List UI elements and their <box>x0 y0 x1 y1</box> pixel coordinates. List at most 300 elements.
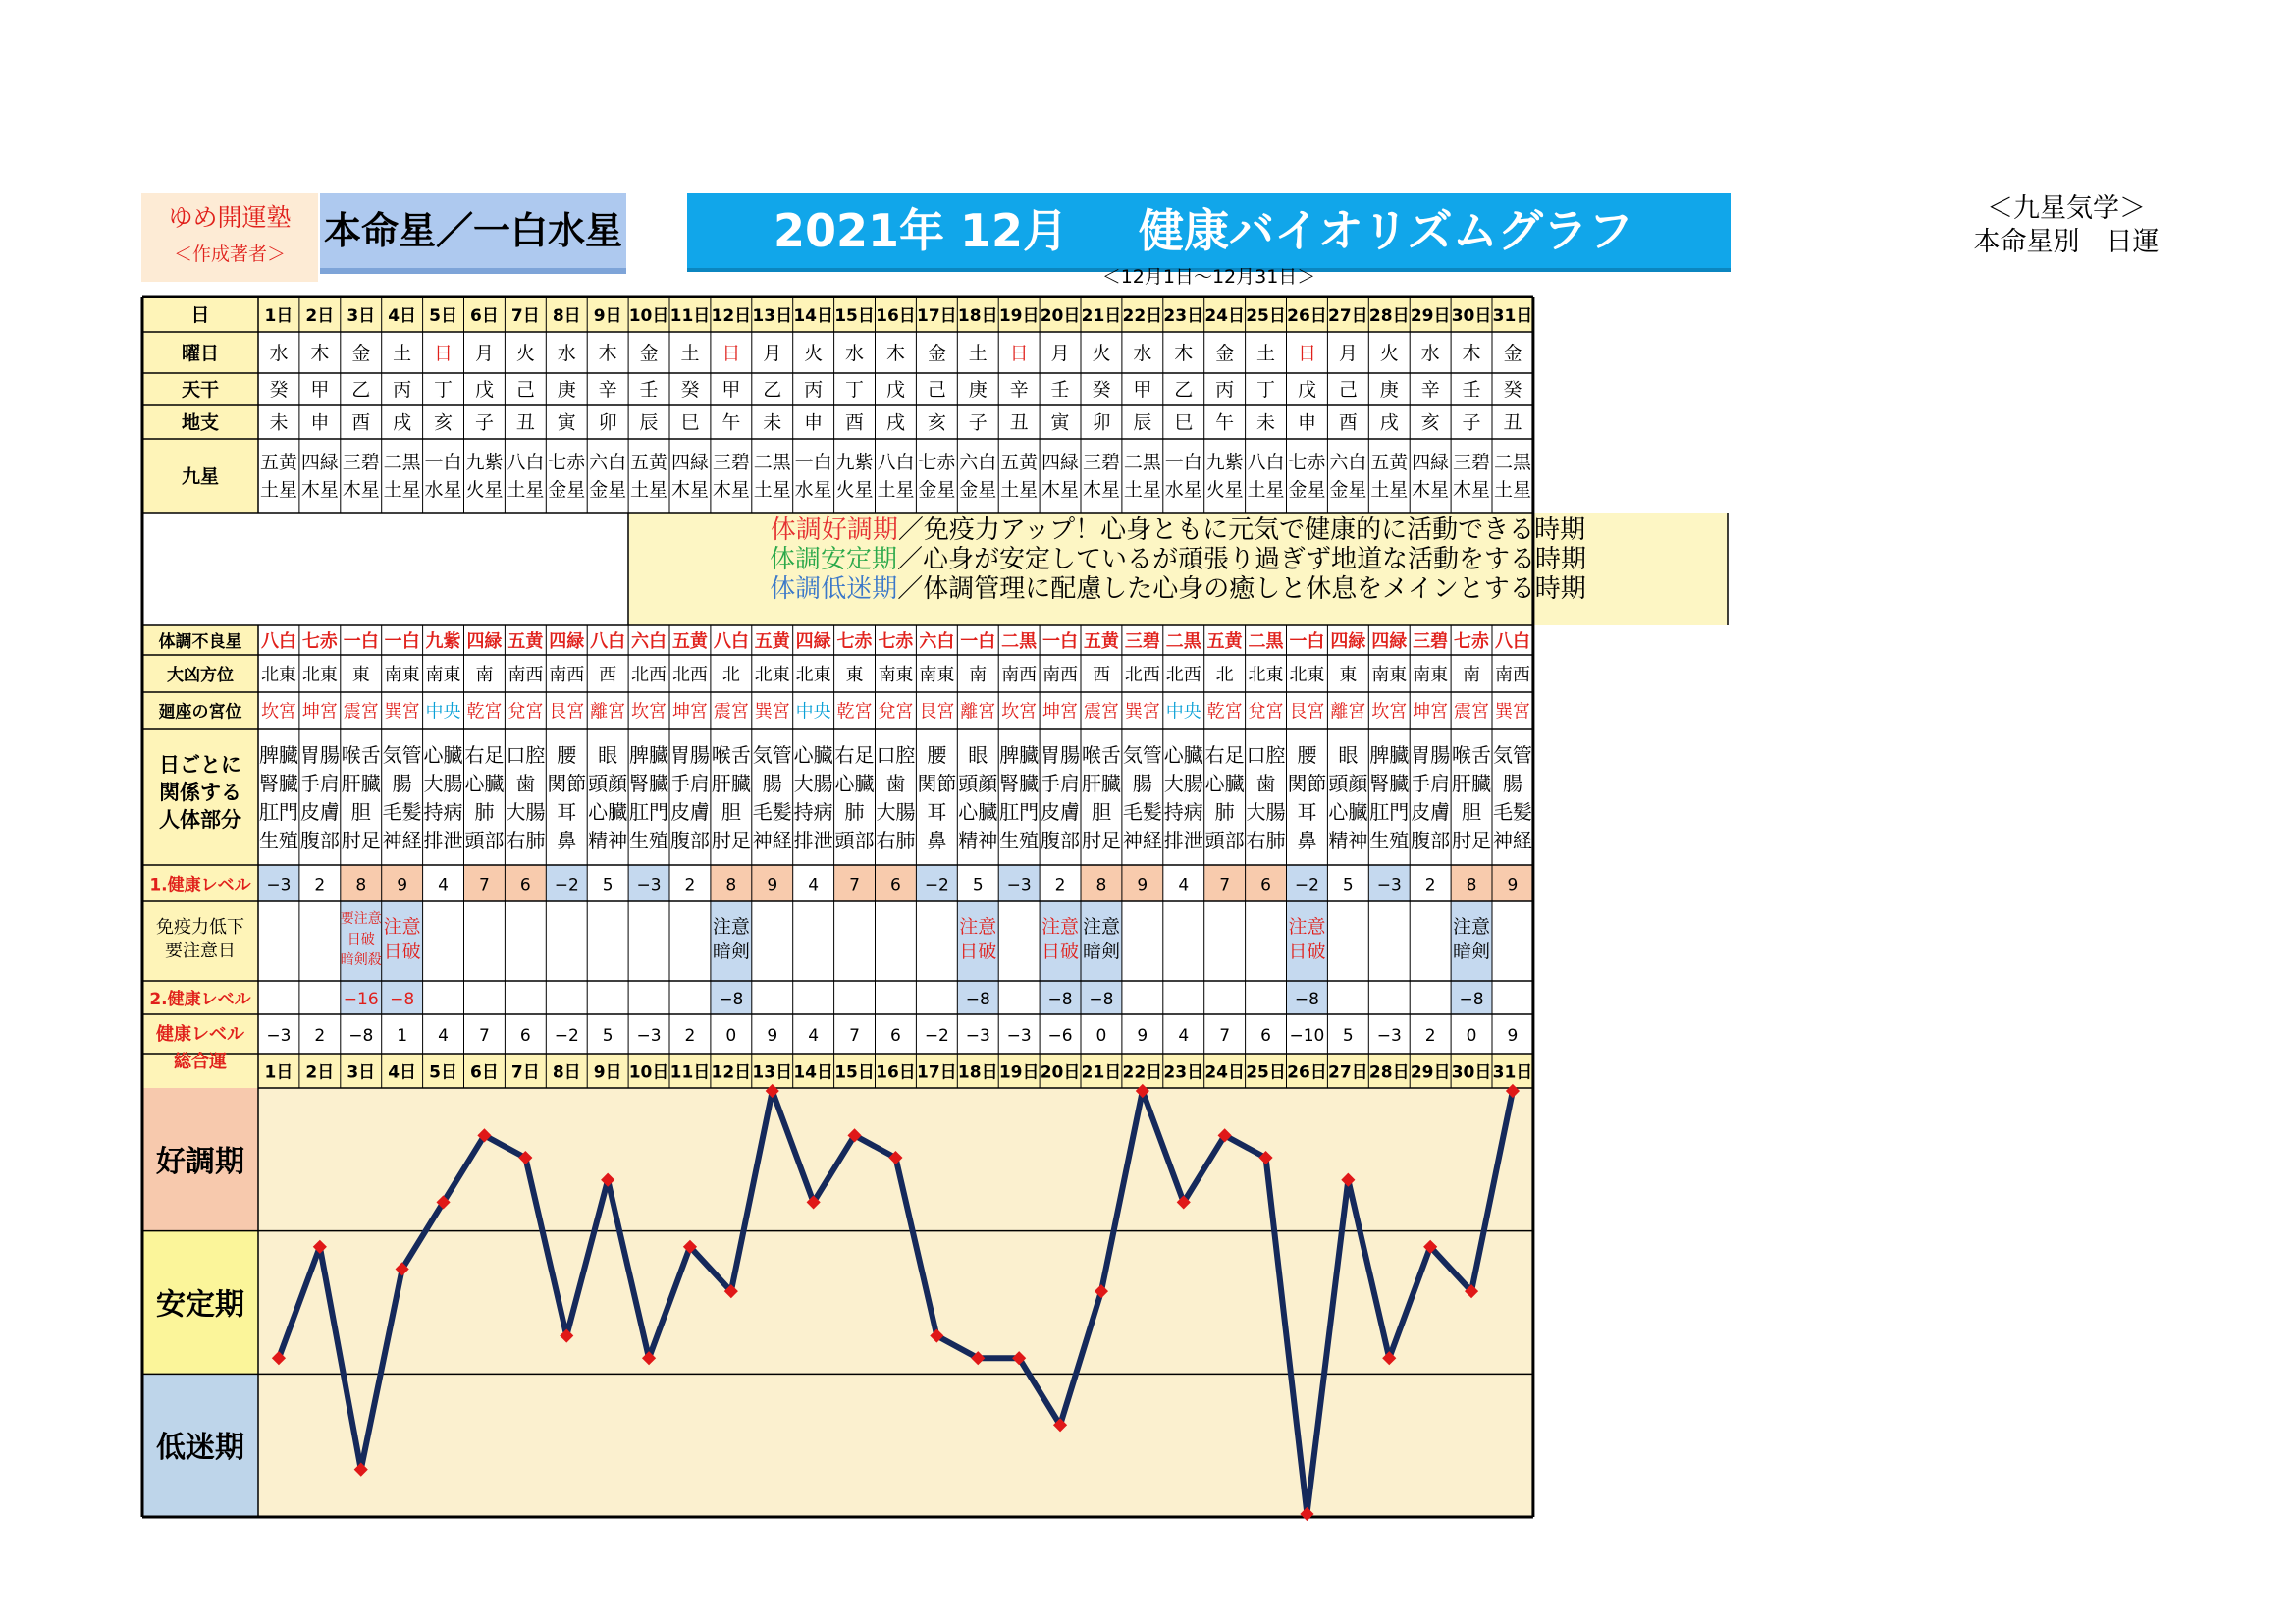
day-row2-cell: 22日 <box>1122 1062 1163 1083</box>
level1-cell: 2 <box>314 875 326 895</box>
kaiza-cell: 離宮 <box>1330 701 1366 723</box>
total-cell: 4 <box>808 1026 820 1046</box>
immune-cell: 要注意 <box>340 911 382 927</box>
total-cell: 7 <box>479 1026 490 1046</box>
label-body: 人体部分 <box>159 808 241 832</box>
body-cell: 腎臓 <box>1369 772 1410 795</box>
day-row2-cell: 25日 <box>1246 1062 1286 1083</box>
day-cell: 16日 <box>876 306 916 326</box>
day-cell: 4日 <box>388 306 417 326</box>
body-cell: 眼 <box>968 743 988 767</box>
daikyo-cell: 北東 <box>301 665 338 685</box>
chishi-cell: 申 <box>310 411 330 434</box>
body-cell: 腎臓 <box>999 772 1040 795</box>
tenkan-cell: 己 <box>1338 379 1358 401</box>
body-cell: 胆 <box>1091 800 1111 824</box>
day-row2-cell: 2日 <box>305 1062 335 1083</box>
total-cell: 0 <box>1466 1026 1477 1046</box>
chishi-cell: 子 <box>968 411 988 434</box>
day-cell: 15日 <box>834 306 875 326</box>
weekday-cell: 金 <box>927 343 946 364</box>
total-cell: 6 <box>890 1026 901 1046</box>
kyusei-cell: 木星 <box>1412 479 1450 501</box>
body-cell: 排泄 <box>793 829 833 852</box>
kyusei-cell: 木星 <box>300 479 339 501</box>
body-cell: 腎臓 <box>258 772 298 795</box>
label-total: 総合運 <box>174 1052 227 1072</box>
day-row2-cell: 15日 <box>834 1062 875 1083</box>
body-cell: 気管 <box>1492 743 1532 767</box>
daikyo-cell: 南西 <box>1494 665 1530 685</box>
chishi-cell: 子 <box>1462 411 1481 434</box>
tenkan-cell: 戊 <box>885 379 905 401</box>
day-row2-cell: 10日 <box>628 1062 669 1083</box>
kaiza-cell: 坎宮 <box>1001 701 1038 723</box>
level1-cell: −2 <box>554 875 579 895</box>
daikyo-cell: 南 <box>475 665 494 685</box>
tenkan-cell: 丁 <box>1256 379 1276 401</box>
furyo-cell: 四緑 <box>549 631 585 652</box>
day-cell: 27日 <box>1328 306 1368 326</box>
label-immune: 要注意日 <box>165 941 236 961</box>
immune-cell: 日破 <box>347 932 375 947</box>
day-cell: 20日 <box>1040 306 1081 326</box>
legend-good <box>628 515 1728 545</box>
body-cell: 腹部 <box>1041 829 1081 852</box>
weekday-cell: 日 <box>434 343 454 364</box>
kyusei-cell: 七赤 <box>548 452 586 473</box>
weekday-cell: 火 <box>515 343 535 364</box>
legend-low-text: ／体調管理に配慮した心身の癒しと休息をメインとする時期 <box>897 574 1586 604</box>
body-cell: 大腸 <box>876 800 916 824</box>
body-cell: 心臓 <box>1204 772 1245 795</box>
label-level2: 2.健康レベル <box>149 990 251 1009</box>
weekday-cell: 水 <box>1420 343 1440 364</box>
day-cell: 28日 <box>1368 306 1410 326</box>
kaiza-cell: 坤宮 <box>301 701 338 723</box>
body-cell: 肝臓 <box>711 772 751 795</box>
body-cell: 心臓 <box>464 772 505 795</box>
label-day: 日 <box>190 304 210 326</box>
body-cell: 関節 <box>1287 772 1327 795</box>
kyusei-cell: 木星 <box>1041 479 1080 501</box>
chishi-cell: 辰 <box>639 411 659 434</box>
furyo-cell: 一白 <box>384 631 420 652</box>
tenkan-cell: 甲 <box>721 379 741 401</box>
immune-cell: 注意 <box>1453 916 1491 938</box>
body-cell: 心臓 <box>793 743 833 767</box>
body-cell: 右肺 <box>1246 829 1286 852</box>
day-row2-cell: 28日 <box>1368 1062 1410 1083</box>
immune-cell: 日破 <box>959 941 997 962</box>
immune-cell: 注意 <box>959 916 997 938</box>
weekday-cell: 日 <box>721 343 741 364</box>
level2-cell: −8 <box>1047 990 1073 1009</box>
body-cell: 胆 <box>350 800 371 824</box>
kaiza-cell: 乾宮 <box>466 701 503 723</box>
level1-cell: 7 <box>1219 875 1231 895</box>
day-cell: 22日 <box>1122 306 1163 326</box>
school-line1: ＜九星気学＞ <box>1987 193 2146 224</box>
furyo-cell: 一白 <box>1042 631 1079 652</box>
level1-cell: −3 <box>636 875 662 895</box>
label-immune: 免疫力低下 <box>156 917 244 938</box>
body-cell: 生殖 <box>999 829 1040 852</box>
tenkan-cell: 庚 <box>557 379 576 401</box>
kyusei-cell: 五黄 <box>1370 452 1409 473</box>
chishi-cell: 未 <box>1256 411 1276 434</box>
kyusei-cell: 木星 <box>342 479 380 501</box>
label-kyusei: 九星 <box>181 465 220 488</box>
day-row2-cell: 18日 <box>957 1062 998 1083</box>
total-cell: 6 <box>519 1026 531 1046</box>
weekday-cell: 金 <box>1215 343 1235 364</box>
body-cell: 頭部 <box>834 829 875 852</box>
kyusei-cell: 九紫 <box>1205 452 1244 473</box>
kyusei-cell: 五黄 <box>259 452 297 473</box>
chishi-cell: 戌 <box>1379 411 1399 434</box>
body-cell: 精神 <box>1328 829 1368 852</box>
tenkan-cell: 癸 <box>1092 379 1111 401</box>
body-cell: 腹部 <box>669 829 710 852</box>
kaiza-cell: 震宮 <box>713 701 749 723</box>
day-row2-cell: 14日 <box>793 1062 833 1083</box>
body-cell: 肘足 <box>1452 829 1492 852</box>
total-cell: 9 <box>1137 1026 1148 1046</box>
kyusei-cell: 土星 <box>259 479 297 501</box>
body-cell: 腸 <box>1132 772 1152 795</box>
daikyo-cell: 北東 <box>754 665 790 685</box>
kyusei-cell: 二黒 <box>753 452 791 473</box>
level1-cell: 5 <box>602 875 614 895</box>
kaiza-cell: 中央 <box>1165 701 1201 723</box>
body-cell: 右足 <box>834 743 875 767</box>
level1-cell: 6 <box>890 875 901 895</box>
kyusei-cell: 八白 <box>507 452 545 473</box>
weekday-cell: 土 <box>1256 343 1276 364</box>
daikyo-cell: 東 <box>351 665 370 685</box>
daikyo-cell: 北西 <box>1165 665 1201 685</box>
body-cell: 心臓 <box>1163 743 1203 767</box>
school-line2: 本命星別 日運 <box>1973 227 2160 257</box>
immune-cell: 注意 <box>712 916 750 938</box>
chishi-cell: 戌 <box>393 411 412 434</box>
brand-name: ゆめ開運塾 <box>168 203 292 232</box>
total-cell: 4 <box>438 1026 449 1046</box>
weekday-cell: 月 <box>1338 343 1358 364</box>
day-cell: 9日 <box>593 306 622 326</box>
body-cell: 喉舌 <box>341 743 381 767</box>
kaiza-cell: 坤宮 <box>1413 701 1449 723</box>
tenkan-cell: 戊 <box>1297 379 1316 401</box>
body-cell: 胃腸 <box>1041 743 1081 767</box>
immune-cell: 注意 <box>1288 916 1326 938</box>
body-cell: 心臓 <box>834 772 875 795</box>
label-weekday: 曜日 <box>181 343 220 364</box>
body-cell: 歯 <box>885 772 906 795</box>
body-cell: 腹部 <box>1411 829 1451 852</box>
daikyo-cell: 北 <box>721 665 740 685</box>
chishi-cell: 亥 <box>927 411 946 434</box>
tenkan-cell: 辛 <box>598 379 617 401</box>
chishi-cell: 午 <box>1215 411 1235 434</box>
day-cell: 29日 <box>1410 306 1451 326</box>
tenkan-cell: 己 <box>515 379 535 401</box>
day-cell: 31日 <box>1492 306 1533 326</box>
level1-cell: 9 <box>1137 875 1148 895</box>
tenkan-cell: 丙 <box>804 379 824 401</box>
body-cell: 生殖 <box>1369 829 1410 852</box>
body-cell: 手肩 <box>1411 772 1451 795</box>
tenkan-cell: 癸 <box>680 379 700 401</box>
total-cell: −3 <box>266 1026 292 1046</box>
body-cell: 歯 <box>515 772 536 795</box>
body-cell: 頭顔 <box>958 772 998 795</box>
body-cell: 喉舌 <box>1452 743 1492 767</box>
kyusei-cell: 金星 <box>589 479 627 501</box>
body-cell: 毛髪 <box>382 800 422 824</box>
level1-cell: −3 <box>1376 875 1402 895</box>
label-chishi: 地支 <box>181 411 220 434</box>
kyusei-cell: 八白 <box>1247 452 1285 473</box>
day-cell: 19日 <box>998 306 1040 326</box>
day-cell: 14日 <box>793 306 833 326</box>
body-cell: 胆 <box>1462 800 1482 824</box>
furyo-cell: 八白 <box>260 631 296 652</box>
day-row2-cell: 9日 <box>593 1062 622 1083</box>
body-cell: 大腸 <box>793 772 833 795</box>
date-range: ＜12月1日～12月31日＞ <box>1101 266 1316 288</box>
body-cell: 心臓 <box>588 800 628 824</box>
kyusei-cell: 三碧 <box>1453 452 1491 473</box>
weekday-cell: 日 <box>1009 343 1029 364</box>
daikyo-cell: 東 <box>1339 665 1358 685</box>
body-cell: 手肩 <box>1041 772 1081 795</box>
kaiza-cell: 巽宮 <box>754 701 790 723</box>
body-cell: 大腸 <box>506 800 546 824</box>
body-cell: 気管 <box>1122 743 1162 767</box>
kyusei-cell: 土星 <box>507 479 545 501</box>
kaiza-cell: 離宮 <box>590 701 626 723</box>
level2-cell: −8 <box>1089 990 1114 1009</box>
tenkan-cell: 戊 <box>474 379 494 401</box>
total-cell: 9 <box>1507 1026 1519 1046</box>
level1-cell: −2 <box>924 875 949 895</box>
kyusei-cell: 六白 <box>959 452 997 473</box>
kyusei-cell: 土星 <box>1000 479 1039 501</box>
kaiza-cell: 艮宮 <box>1289 701 1325 723</box>
daikyo-cell: 西 <box>599 665 617 685</box>
body-cell: 肝臓 <box>1081 772 1121 795</box>
body-cell: 肝臓 <box>341 772 381 795</box>
body-cell: 神経 <box>382 829 422 852</box>
body-cell: 肝臓 <box>1452 772 1492 795</box>
body-cell: 胃腸 <box>669 743 710 767</box>
furyo-cell: 七赤 <box>878 631 914 652</box>
daikyo-cell: 北西 <box>1124 665 1160 685</box>
body-cell: 神経 <box>1492 829 1532 852</box>
furyo-cell: 五黄 <box>1206 631 1243 652</box>
kaiza-cell: 坤宮 <box>671 701 708 723</box>
level1-cell: −3 <box>266 875 292 895</box>
body-cell: 頭顔 <box>588 772 628 795</box>
furyo-cell: 七赤 <box>301 631 338 652</box>
day-cell: 3日 <box>347 306 376 326</box>
kaiza-cell: 兌宮 <box>1248 701 1284 723</box>
level1-cell: 8 <box>725 875 737 895</box>
body-cell: 持病 <box>1163 800 1203 824</box>
label-daikyo: 大凶方位 <box>167 666 234 685</box>
kyusei-cell: 四緑 <box>1041 452 1080 473</box>
chishi-cell: 酉 <box>845 411 865 434</box>
kyusei-cell: 二黒 <box>1493 452 1531 473</box>
total-cell: 5 <box>602 1026 614 1046</box>
total-cell: 4 <box>1178 1026 1190 1046</box>
kyusei-cell: 二黒 <box>1123 452 1161 473</box>
weekday-cell: 木 <box>310 343 330 364</box>
kaiza-cell: 震宮 <box>1454 701 1490 723</box>
legend-low <box>628 574 1728 604</box>
total-cell: −6 <box>1047 1026 1073 1046</box>
furyo-cell: 八白 <box>713 631 749 652</box>
kaiza-cell: 巽宮 <box>1124 701 1160 723</box>
body-cell: 肺 <box>844 800 865 824</box>
furyo-cell: 五黄 <box>671 631 708 652</box>
furyo-cell: 二黒 <box>1165 631 1201 652</box>
kyusei-cell: 五黄 <box>630 452 668 473</box>
label-body: 日ごとに <box>159 753 241 777</box>
total-cell: −3 <box>636 1026 662 1046</box>
daikyo-cell: 南西 <box>507 665 544 685</box>
day-cell: 5日 <box>429 306 457 326</box>
phase-low-label: 低迷期 <box>156 1431 244 1466</box>
kaiza-cell: 中央 <box>795 701 831 723</box>
chishi-cell: 卯 <box>1092 411 1111 434</box>
body-cell: 右足 <box>1204 743 1245 767</box>
tenkan-cell: 丙 <box>393 379 412 401</box>
chishi-cell: 寅 <box>1050 411 1070 434</box>
level1-cell: 9 <box>397 875 408 895</box>
chishi-cell: 未 <box>763 411 782 434</box>
weekday-cell: 金 <box>639 343 659 364</box>
day-cell: 7日 <box>510 306 540 326</box>
label-level1: 1.健康レベル <box>149 875 251 895</box>
chishi-cell: 午 <box>721 411 741 434</box>
body-cell: 耳 <box>557 800 577 824</box>
furyo-cell: 一白 <box>960 631 996 652</box>
daikyo-cell: 南東 <box>919 665 955 685</box>
day-row2-cell: 4日 <box>388 1062 417 1083</box>
tenkan-cell: 辛 <box>1009 379 1029 401</box>
weekday-cell: 火 <box>1092 343 1111 364</box>
level1-cell: 8 <box>355 875 367 895</box>
level1-cell: 5 <box>972 875 984 895</box>
body-cell: 肛門 <box>258 800 298 824</box>
furyo-cell: 四緑 <box>1330 631 1366 652</box>
body-cell: 神経 <box>752 829 792 852</box>
body-cell: 持病 <box>793 800 833 824</box>
level1-cell: 7 <box>479 875 490 895</box>
furyo-cell: 三碧 <box>1413 631 1449 652</box>
level1-cell: 2 <box>1424 875 1436 895</box>
kaiza-cell: 中央 <box>425 701 461 723</box>
body-cell: 腸 <box>762 772 782 795</box>
total-cell: −3 <box>965 1026 990 1046</box>
furyo-cell: 五黄 <box>1083 631 1119 652</box>
daikyo-cell: 南東 <box>1413 665 1449 685</box>
body-cell: 鼻 <box>557 829 577 852</box>
kyusei-cell: 三碧 <box>342 452 380 473</box>
kyusei-cell: 七赤 <box>918 452 956 473</box>
level1-cell: 6 <box>1260 875 1271 895</box>
level1-cell: 2 <box>1054 875 1066 895</box>
body-cell: 腰 <box>557 743 577 767</box>
total-cell: −3 <box>1006 1026 1032 1046</box>
weekday-cell: 金 <box>351 343 371 364</box>
day-cell: 2日 <box>305 306 335 326</box>
weekday-cell: 木 <box>1462 343 1481 364</box>
body-cell: 関節 <box>547 772 587 795</box>
tenkan-cell: 丁 <box>434 379 454 401</box>
total-cell: 5 <box>1342 1026 1354 1046</box>
total-cell: −10 <box>1289 1026 1325 1046</box>
kyusei-cell: 三碧 <box>712 452 750 473</box>
body-cell: 胃腸 <box>299 743 340 767</box>
daikyo-cell: 北東 <box>1248 665 1284 685</box>
kyusei-cell: 四緑 <box>300 452 339 473</box>
daikyo-cell: 北東 <box>260 665 296 685</box>
daikyo-cell: 南 <box>969 665 988 685</box>
kyusei-cell: 四緑 <box>670 452 709 473</box>
body-cell: 脾臓 <box>258 743 298 767</box>
day-cell: 8日 <box>552 306 581 326</box>
label-kaiza: 廻座の宮位 <box>158 702 242 723</box>
body-cell: 頭部 <box>1204 829 1245 852</box>
body-cell: 肺 <box>1214 800 1235 824</box>
body-cell: 腸 <box>392 772 412 795</box>
immune-cell: 注意 <box>383 916 421 938</box>
tenkan-cell: 庚 <box>1379 379 1399 401</box>
body-cell: 生殖 <box>629 829 669 852</box>
kyusei-cell: 水星 <box>424 479 462 501</box>
chishi-cell: 酉 <box>1338 411 1358 434</box>
kaiza-cell: 巽宮 <box>1494 701 1530 723</box>
kyusei-cell: 六白 <box>1329 452 1367 473</box>
day-row2-cell: 16日 <box>876 1062 916 1083</box>
day-row2-cell: 19日 <box>998 1062 1040 1083</box>
tenkan-cell: 壬 <box>1050 379 1070 401</box>
day-cell: 6日 <box>470 306 499 326</box>
furyo-cell: 五黄 <box>754 631 790 652</box>
weekday-cell: 火 <box>1379 343 1399 364</box>
body-cell: 腸 <box>1502 772 1522 795</box>
body-cell: 右足 <box>464 743 505 767</box>
day-cell: 13日 <box>752 306 793 326</box>
day-cell: 11日 <box>669 306 711 326</box>
body-cell: 持病 <box>423 800 463 824</box>
body-cell: 脾臓 <box>629 743 669 767</box>
total-cell: −3 <box>1376 1026 1402 1046</box>
body-cell: 腹部 <box>299 829 340 852</box>
kyusei-cell: 八白 <box>877 452 915 473</box>
kyusei-cell: 七赤 <box>1288 452 1326 473</box>
immune-cell: 日破 <box>383 941 421 962</box>
weekday-cell: 土 <box>968 343 988 364</box>
chishi-cell: 巳 <box>680 411 700 434</box>
level1-cell: 4 <box>808 875 820 895</box>
body-cell: 腎臓 <box>629 772 669 795</box>
body-cell: 心臓 <box>423 743 463 767</box>
